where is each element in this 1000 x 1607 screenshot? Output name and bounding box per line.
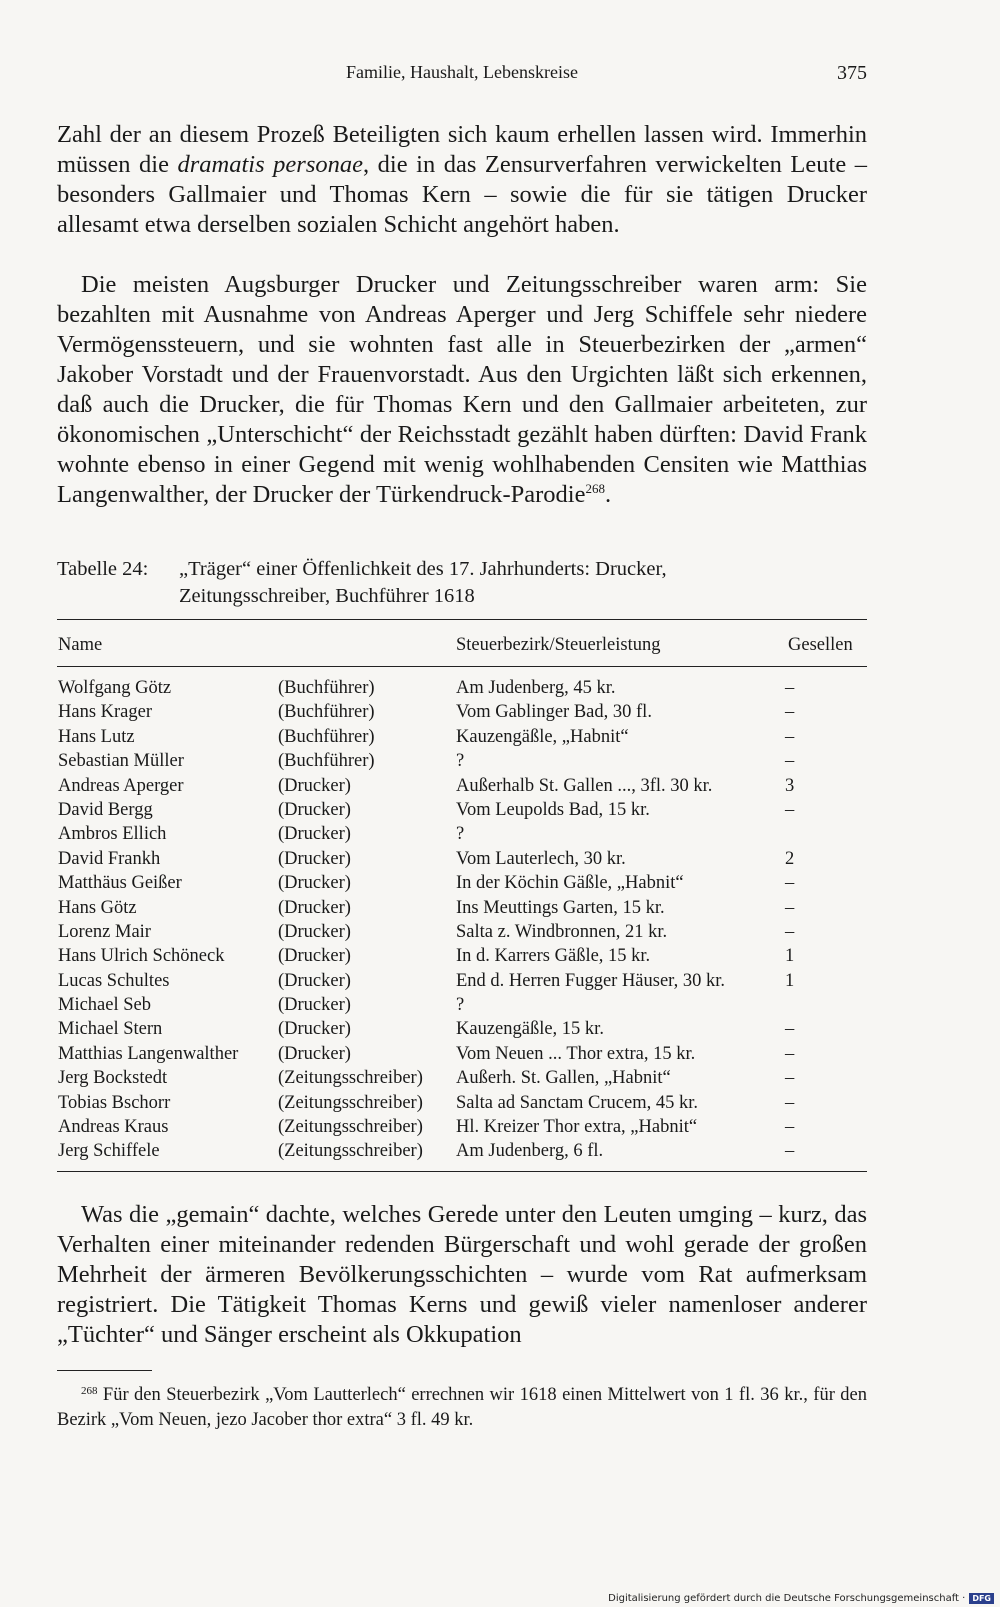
cell-role: (Drucker)	[278, 921, 351, 942]
table-caption-line-2: Zeitungsschreiber, Buchführer 1618	[179, 585, 475, 607]
cell-name: Matthias Langenwalther	[58, 1043, 239, 1064]
cell-journeymen: 1	[785, 946, 795, 967]
table-caption	[57, 556, 867, 610]
table-row	[57, 1068, 867, 1092]
cell-name: Lucas Schultes	[58, 970, 170, 991]
cell-journeymen: –	[785, 678, 795, 698]
cell-journeymen: 2	[785, 848, 795, 869]
footnote-number: 268	[81, 1385, 98, 1397]
cell-journeymen: –	[785, 921, 795, 942]
cell-tax: In der Köchin Gäßle, „Habnit“	[456, 873, 684, 894]
cell-tax: Außerhalb St. Gallen ..., 3fl. 30 kr.	[456, 775, 713, 796]
table-top-rule	[57, 619, 867, 620]
table-row	[57, 824, 867, 848]
cell-name: Jerg Schiffele	[58, 1141, 160, 1162]
table-body	[57, 678, 867, 1166]
cell-tax: Hl. Kreizer Thor extra, „Habnit“	[456, 1117, 698, 1138]
table-bottom-rule	[57, 1171, 867, 1172]
cell-name: Sebastian Müller	[58, 751, 184, 772]
cell-role: (Buchführer)	[278, 702, 375, 723]
cell-journeymen: –	[785, 726, 795, 747]
cell-journeymen: –	[785, 1068, 795, 1089]
cell-tax: Vom Leupolds Bad, 15 kr.	[456, 799, 650, 820]
cell-name: Hans Krager	[58, 702, 152, 723]
cell-name: Michael Stern	[58, 1019, 163, 1040]
cell-journeymen: 1	[785, 970, 795, 991]
cell-role: (Buchführer)	[278, 726, 375, 747]
footnote-separator	[57, 1370, 152, 1371]
table-row	[57, 1141, 867, 1165]
cell-role: (Drucker)	[278, 1019, 351, 1040]
cell-name: Hans Lutz	[58, 726, 135, 747]
cell-name: Hans Götz	[58, 897, 137, 918]
table-row	[57, 1019, 867, 1043]
cell-tax: End d. Herren Fugger Häuser, 30 kr.	[456, 970, 725, 991]
scan-credit-text: Digitalisierung gefördert durch die Deutsche Forschungsgemeinschaft ·	[608, 1593, 966, 1604]
table-row	[57, 995, 867, 1019]
paragraph-1-italic: dramatis personae	[177, 151, 363, 178]
cell-tax: In d. Karrers Gäßle, 15 kr.	[456, 946, 651, 967]
running-title: Familie, Haushalt, Lebenskreise	[346, 62, 578, 82]
cell-role: (Zeitungsschreiber)	[278, 1092, 423, 1113]
table-row	[57, 800, 867, 824]
cell-journeymen: –	[785, 1043, 795, 1064]
cell-name: Wolfgang Götz	[58, 678, 172, 698]
paragraph-2-end: .	[605, 481, 612, 508]
table-row	[57, 873, 867, 897]
paragraph-1-text-b: , die in das Zensurverfahren verwickelten Leute – besonders Gallmaier und Thomas Kern – sowie die für sie tätigen Drucker allesamt etwa derselben sozialen Schicht angehört haben.	[57, 151, 867, 238]
cell-journeymen: –	[785, 873, 795, 894]
table-header-rule	[57, 666, 867, 667]
column-header-name: Name	[58, 635, 103, 655]
cell-tax: Am Judenberg, 6 fl.	[456, 1141, 604, 1162]
cell-role: (Buchführer)	[278, 678, 375, 698]
cell-name: Andreas Aperger	[58, 775, 184, 796]
cell-role: (Drucker)	[278, 946, 351, 967]
cell-journeymen: –	[785, 1019, 795, 1040]
paragraph-3-text: Was die „gemain“ dachte, welches Gerede unter den Leuten umging – kurz, das Verhalten einer miteinander redenden Bürgerschaft und wohl gerade der großen Mehrheit der ärmeren Bevölkerungsschichten – wurde vom Rat aufmerksam registriert. Die Tätigkeit Thomas Kerns und gewiß vieler namenloser anderer „Tüchter“ und Sänger erscheint als Okkupation	[57, 1201, 867, 1348]
cell-tax: Vom Neuen ... Thor extra, 15 kr.	[456, 1043, 696, 1064]
cell-name: Tobias Bschorr	[58, 1092, 171, 1113]
table-row	[57, 849, 867, 873]
cell-journeymen: –	[785, 1117, 795, 1138]
cell-role: (Drucker)	[278, 775, 351, 796]
cell-role: (Drucker)	[278, 970, 351, 991]
cell-tax: Kauzengäßle, „Habnit“	[456, 726, 629, 747]
cell-name: Michael Seb	[58, 995, 151, 1016]
table-row	[57, 727, 867, 751]
cell-tax: Vom Gablinger Bad, 30 fl.	[456, 702, 652, 723]
paragraph-3	[57, 1200, 867, 1350]
table-row	[57, 898, 867, 922]
cell-tax: Vom Lauterlech, 30 kr.	[456, 848, 626, 869]
cell-role: (Drucker)	[278, 873, 351, 894]
cell-name: Matthäus Geißer	[58, 873, 182, 894]
scan-credit	[608, 1593, 994, 1604]
table-row	[57, 678, 867, 702]
cell-role: (Drucker)	[278, 824, 351, 845]
table-row	[57, 971, 867, 995]
cell-tax: Außerh. St. Gallen, „Habnit“	[456, 1068, 671, 1089]
cell-role: (Zeitungsschreiber)	[278, 1117, 423, 1138]
paragraph-2	[57, 270, 867, 510]
cell-role: (Buchführer)	[278, 751, 375, 772]
cell-role: (Drucker)	[278, 848, 351, 869]
paragraph-1-text-a: Zahl der an diesem Prozeß Beteiligten sich kaum erhellen lassen wird. Immerhin müssen die	[57, 121, 867, 178]
cell-journeymen: –	[785, 1092, 795, 1113]
cell-tax: ?	[456, 751, 465, 772]
cell-tax: Salta ad Sanctam Crucem, 45 kr.	[456, 1092, 698, 1113]
dfg-logo-icon: DFG	[969, 1593, 994, 1604]
footnote	[57, 1383, 867, 1433]
cell-tax: ?	[456, 824, 465, 845]
cell-journeymen: –	[785, 1141, 795, 1162]
table-row	[57, 702, 867, 726]
cell-role: (Drucker)	[278, 995, 351, 1016]
column-header-journeymen: Gesellen	[788, 635, 853, 655]
cell-tax: Salta z. Windbronnen, 21 kr.	[456, 921, 668, 942]
cell-tax: ?	[456, 995, 465, 1016]
cell-tax: Kauzengäßle, 15 kr.	[456, 1019, 604, 1040]
cell-name: Ambros Ellich	[58, 824, 167, 845]
cell-name: Andreas Kraus	[58, 1117, 169, 1138]
cell-name: Lorenz Mair	[58, 921, 151, 942]
table-row	[57, 1093, 867, 1117]
cell-name: David Frankh	[58, 848, 161, 869]
column-header-tax: Steuerbezirk/Steuerleistung	[456, 635, 661, 655]
cell-role: (Drucker)	[278, 897, 351, 918]
cell-role: (Drucker)	[278, 799, 351, 820]
cell-tax: Ins Meuttings Garten, 15 kr.	[456, 897, 665, 918]
cell-role: (Drucker)	[278, 1043, 351, 1064]
paragraph-1	[57, 120, 867, 240]
cell-journeymen: –	[785, 751, 795, 772]
table-row	[57, 1044, 867, 1068]
footnote-text: Für den Steuerbezirk „Vom Lautterlech“ errechnen wir 1618 einen Mittelwert von 1 fl. 36 kr., für den Bezirk „Vom Neuen, jezo Jacober thor extra“ 3 fl. 49 kr.	[57, 1385, 867, 1430]
cell-name: Jerg Bockstedt	[58, 1068, 168, 1089]
cell-journeymen: 3	[785, 775, 795, 796]
cell-name: Hans Ulrich Schöneck	[58, 946, 225, 967]
page-header	[57, 62, 867, 92]
cell-tax: Am Judenberg, 45 kr.	[456, 678, 616, 698]
paragraph-2-text: Die meisten Augsburger Drucker und Zeitungsschreiber waren arm: Sie bezahlten mit Ausnahme von Andreas Aperger und Jerg Schiffele sehr niedere Vermögenssteuern, und sie wohnten fast alle in Steuerbezirken der „armen“ Jakober Vorstadt und der Frauenvorstadt. Aus den Urgichten läßt sich erkennen, daß auch die Drucker, die für Thomas Kern und den Gallmaier arbeiteten, zur ökonomischen „Unterschicht“ der Reichsstadt gezählt haben dürften: David Frank wohnte ebenso in einer Gegend mit wenig wohlhabenden Censiten wie Matthias Langenwalther, der Drucker der Türkendruck-Parodie	[57, 271, 867, 508]
table-caption-label: Tabelle 24:	[57, 558, 149, 580]
table-row	[57, 922, 867, 946]
table-row	[57, 946, 867, 970]
cell-name: David Bergg	[58, 799, 153, 820]
footnote-reference[interactable]: 268	[585, 481, 605, 496]
cell-journeymen: –	[785, 799, 795, 820]
table-caption-line-1: „Träger“ einer Öffenlichkeit des 17. Jahrhunderts: Drucker,	[179, 558, 667, 580]
cell-role: (Zeitungsschreiber)	[278, 1141, 423, 1162]
table-row	[57, 751, 867, 775]
cell-journeymen: –	[785, 702, 795, 723]
cell-journeymen: –	[785, 897, 795, 918]
table-row	[57, 1117, 867, 1141]
cell-role: (Zeitungsschreiber)	[278, 1068, 423, 1089]
page-number: 375	[837, 62, 867, 84]
table-row	[57, 776, 867, 800]
